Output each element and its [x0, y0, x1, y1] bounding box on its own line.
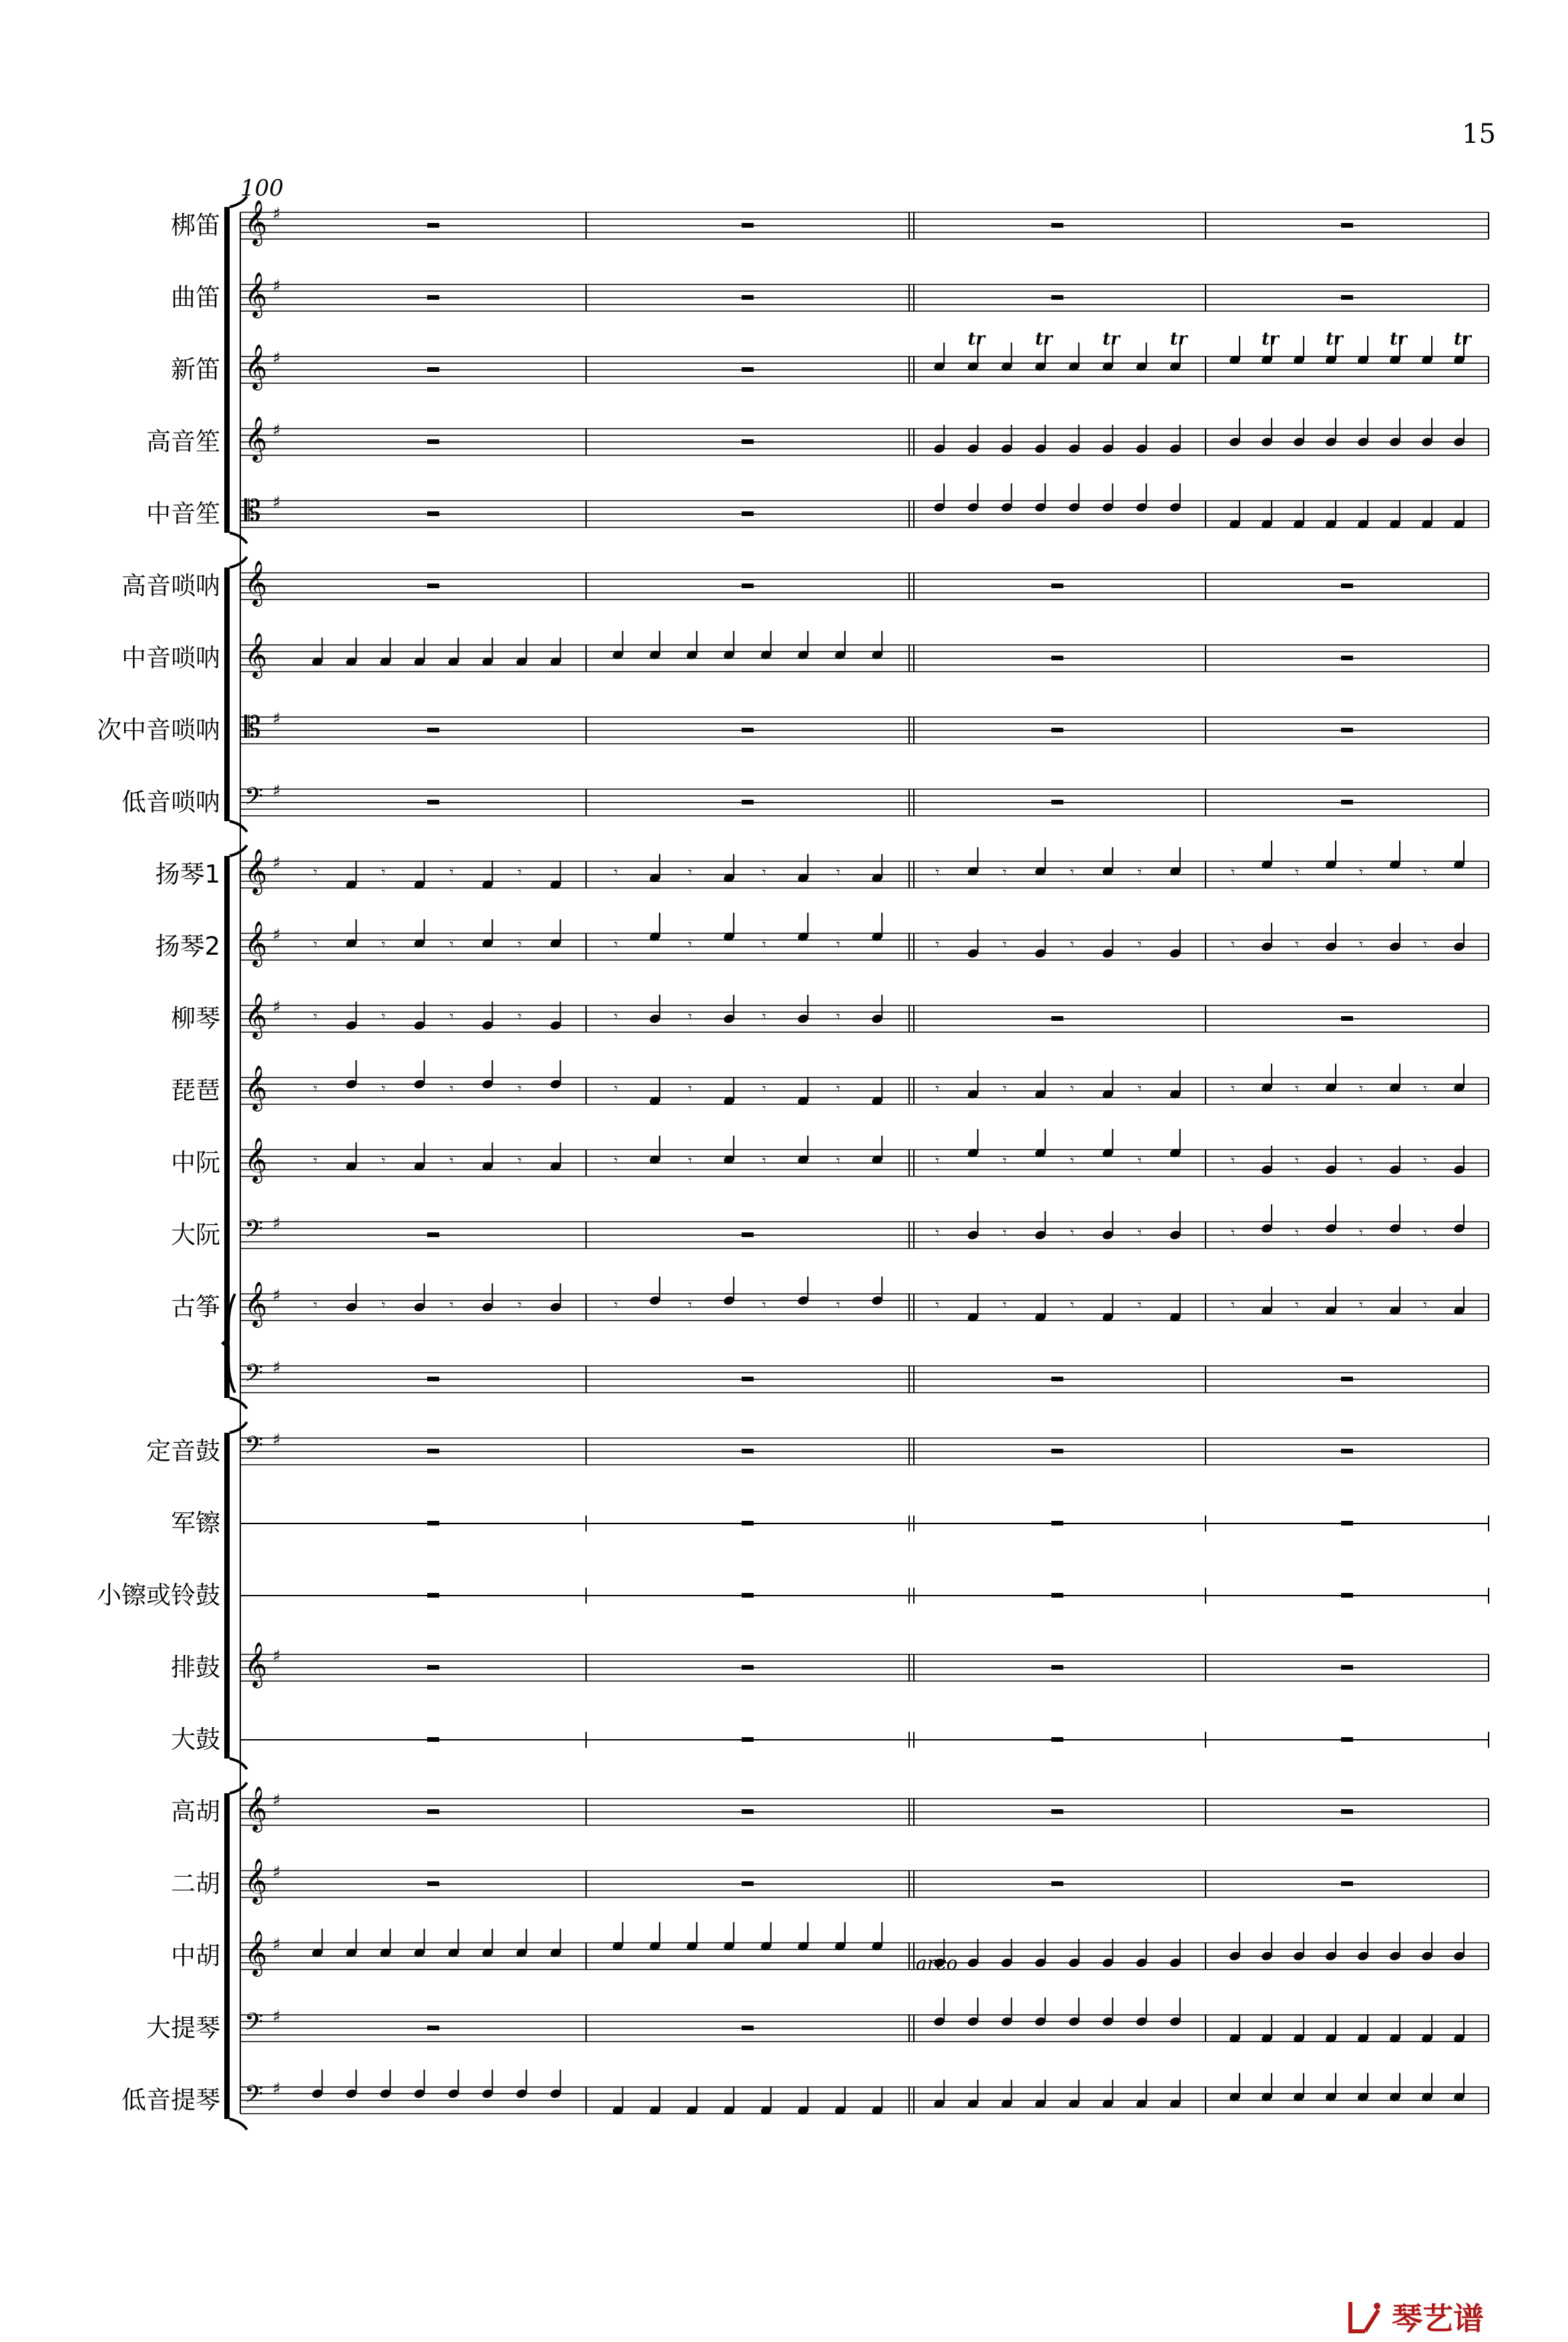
whole-rest: [1341, 1016, 1353, 1021]
instrument-label: 中阮: [171, 1148, 220, 1177]
clef-symbol: 𝄞: [244, 415, 268, 461]
whole-rest: [427, 1449, 439, 1453]
eighth-rest: 𝄾: [1295, 1153, 1299, 1170]
key-sharp: ♯: [272, 1430, 281, 1450]
system-bracket: [224, 207, 230, 533]
eighth-rest: 𝄾: [1295, 1225, 1299, 1242]
eighth-rest: 𝄾: [313, 865, 318, 881]
whole-rest: [742, 728, 754, 732]
whole-rest: [1051, 295, 1063, 300]
eighth-rest: 𝄾: [935, 1153, 940, 1170]
key-sharp: ♯: [272, 1358, 281, 1378]
whole-rest: [742, 1449, 754, 1453]
clef-symbol: 𝄞: [244, 1641, 268, 1686]
key-sharp: ♯: [272, 348, 281, 369]
instrument-label: 新笛: [171, 355, 220, 384]
eighth-rest: 𝄾: [381, 1081, 386, 1098]
eighth-rest: 𝄾: [517, 1297, 522, 1314]
eighth-rest: 𝄾: [1137, 1297, 1142, 1314]
whole-rest: [742, 367, 754, 372]
eighth-rest: 𝄾: [1423, 865, 1427, 881]
whole-rest: [1051, 1377, 1063, 1381]
whole-rest: [1051, 1881, 1063, 1886]
eighth-rest: 𝄾: [1137, 937, 1142, 953]
eighth-rest: 𝄾: [1003, 937, 1007, 953]
whole-rest: [427, 1665, 439, 1670]
whole-rest: [742, 583, 754, 588]
whole-rest: [1051, 1449, 1063, 1453]
whole-rest: [742, 1377, 754, 1381]
trill-mark: tr: [1390, 329, 1407, 349]
key-sharp: ♯: [272, 781, 281, 801]
clef-symbol: 𝄞: [244, 632, 268, 677]
instrument-label: 古筝: [171, 1293, 220, 1321]
eighth-rest: 𝄾: [449, 1081, 454, 1098]
eighth-rest: 𝄾: [1137, 865, 1142, 881]
clef-symbol: 𝄢: [244, 1359, 264, 1393]
eighth-rest: 𝄾: [613, 937, 618, 953]
whole-rest: [427, 1593, 439, 1598]
whole-rest: [427, 295, 439, 300]
whole-rest: [427, 223, 439, 228]
whole-rest: [427, 1809, 439, 1814]
clef-symbol: 𝄞: [244, 1280, 268, 1326]
whole-rest: [742, 223, 754, 228]
eighth-rest: 𝄾: [762, 1081, 766, 1098]
whole-rest: [1051, 728, 1063, 732]
eighth-rest: 𝄾: [1423, 1297, 1427, 1314]
key-sharp: ♯: [272, 1935, 281, 1955]
whole-rest: [427, 367, 439, 372]
watermark-text: 琴艺谱: [1392, 2301, 1484, 2337]
clef-symbol: 𝄡: [244, 494, 261, 528]
whole-rest: [1341, 656, 1353, 660]
whole-rest: [1051, 1665, 1063, 1670]
eighth-rest: 𝄾: [1003, 1297, 1007, 1314]
eighth-rest: 𝄾: [836, 865, 840, 881]
system-bracket: [224, 1433, 230, 1759]
instrument-label: 扬琴1: [155, 860, 220, 889]
clef-symbol: 𝄞: [244, 559, 268, 605]
instrument-label: 排鼓: [171, 1653, 220, 1682]
eighth-rest: 𝄾: [313, 1297, 318, 1314]
eighth-rest: 𝄾: [1137, 1225, 1142, 1242]
clef-symbol: 𝄞: [244, 271, 268, 316]
instrument-label: 琵琶: [171, 1076, 220, 1105]
eighth-rest: 𝄾: [1003, 865, 1007, 881]
whole-rest: [1341, 1881, 1353, 1886]
whole-rest: [742, 439, 754, 444]
eighth-rest: 𝄾: [449, 1009, 454, 1025]
clef-symbol: 𝄢: [244, 1431, 264, 1465]
whole-rest: [742, 2026, 754, 2030]
eighth-rest: 𝄾: [688, 865, 692, 881]
trill-mark: tr: [1454, 329, 1471, 349]
key-sharp: ♯: [272, 709, 281, 729]
trill-mark: tr: [1326, 329, 1343, 349]
eighth-rest: 𝄾: [313, 1081, 318, 1098]
eighth-rest: 𝄾: [449, 937, 454, 953]
whole-rest: [1051, 800, 1063, 804]
clef-symbol: 𝄞: [244, 992, 268, 1037]
whole-rest: [742, 1737, 754, 1742]
eighth-rest: 𝄾: [1070, 865, 1075, 881]
instrument-label: 中音笙: [146, 499, 220, 528]
eighth-rest: 𝄾: [1003, 1081, 1007, 1098]
eighth-rest: 𝄾: [313, 1009, 318, 1025]
system-bracket: [224, 1793, 230, 2119]
bracket-hook: [230, 2119, 247, 2130]
eighth-rest: 𝄾: [1359, 1081, 1363, 1098]
watermark: [1345, 2297, 1484, 2337]
instrument-label: 军镲: [171, 1509, 220, 1538]
whole-rest: [427, 511, 439, 516]
whole-rest: [742, 800, 754, 804]
whole-rest: [1341, 1377, 1353, 1381]
eighth-rest: 𝄾: [381, 865, 386, 881]
whole-rest: [427, 1232, 439, 1237]
instrument-label: 大提琴: [146, 2014, 220, 2042]
clef-symbol: 𝄢: [244, 782, 264, 816]
whole-rest: [1051, 656, 1063, 660]
eighth-rest: 𝄾: [1070, 1297, 1075, 1314]
instrument-label: 曲笛: [171, 283, 220, 312]
eighth-rest: 𝄾: [1003, 1153, 1007, 1170]
key-sharp: ♯: [272, 1863, 281, 1883]
instrument-label: 高音唢呐: [121, 571, 220, 600]
instrument-label: 高胡: [171, 1797, 220, 1826]
clef-symbol: 𝄞: [244, 1136, 268, 1182]
key-sharp: ♯: [272, 997, 281, 1017]
whole-rest: [1341, 1665, 1353, 1670]
whole-rest: [1341, 800, 1353, 804]
whole-rest: [742, 1881, 754, 1886]
whole-rest: [1341, 728, 1353, 732]
eighth-rest: 𝄾: [1359, 1225, 1363, 1242]
clef-symbol: 𝄞: [244, 1929, 268, 1975]
clef-symbol: 𝄞: [244, 848, 268, 893]
key-sharp: ♯: [272, 1286, 281, 1306]
trill-mark: tr: [1102, 329, 1120, 349]
eighth-rest: 𝄾: [1423, 1153, 1427, 1170]
whole-rest: [1051, 1521, 1063, 1526]
instrument-label: 大阮: [171, 1220, 220, 1249]
trill-mark: tr: [967, 329, 985, 349]
key-sharp: ♯: [272, 1791, 281, 1811]
qinyipu-logo-icon: [1345, 2297, 1385, 2337]
clef-symbol: 𝄢: [244, 2008, 264, 2042]
clef-symbol: 𝄞: [244, 920, 268, 965]
eighth-rest: 𝄾: [935, 1081, 940, 1098]
key-sharp: ♯: [272, 1646, 281, 1666]
key-sharp: ♯: [272, 493, 281, 513]
eighth-rest: 𝄾: [935, 1225, 940, 1242]
whole-rest: [1051, 1016, 1063, 1021]
eighth-rest: 𝄾: [762, 1297, 766, 1314]
eighth-rest: 𝄾: [836, 1153, 840, 1170]
eighth-rest: 𝄾: [613, 865, 618, 881]
eighth-rest: 𝄾: [1231, 1297, 1235, 1314]
key-sharp: ♯: [272, 1214, 281, 1234]
whole-rest: [742, 1521, 754, 1526]
eighth-rest: 𝄾: [762, 1009, 766, 1025]
measure-number: 100: [240, 175, 284, 202]
eighth-rest: 𝄾: [613, 1297, 618, 1314]
clef-symbol: 𝄢: [244, 2080, 264, 2114]
whole-rest: [1341, 223, 1353, 228]
arco-marking: arco: [916, 1952, 958, 1974]
eighth-rest: 𝄾: [1003, 1225, 1007, 1242]
clef-symbol: 𝄞: [244, 1064, 268, 1110]
eighth-rest: 𝄾: [935, 865, 940, 881]
whole-rest: [1051, 223, 1063, 228]
eighth-rest: 𝄾: [1231, 1081, 1235, 1098]
whole-rest: [1341, 1593, 1353, 1598]
eighth-rest: 𝄾: [517, 1153, 522, 1170]
whole-rest: [427, 1881, 439, 1886]
clef-symbol: 𝄞: [244, 199, 268, 244]
eighth-rest: 𝄾: [1137, 1153, 1142, 1170]
eighth-rest: 𝄾: [613, 1081, 618, 1098]
eighth-rest: 𝄾: [517, 865, 522, 881]
system-bracket: [224, 567, 230, 821]
eighth-rest: 𝄾: [1231, 937, 1235, 953]
whole-rest: [427, 583, 439, 588]
trill-mark: tr: [1035, 329, 1053, 349]
eighth-rest: 𝄾: [1295, 1081, 1299, 1098]
eighth-rest: 𝄾: [1295, 865, 1299, 881]
eighth-rest: 𝄾: [1070, 937, 1075, 953]
bracket-hook: [230, 533, 247, 543]
key-sharp: ♯: [272, 925, 281, 945]
bracket-hook: [230, 1759, 247, 1769]
whole-rest: [427, 728, 439, 732]
instrument-label: 柳琴: [171, 1004, 220, 1033]
eighth-rest: 𝄾: [313, 937, 318, 953]
eighth-rest: 𝄾: [517, 1081, 522, 1098]
whole-rest: [1051, 583, 1063, 588]
eighth-rest: 𝄾: [836, 1297, 840, 1314]
whole-rest: [742, 1665, 754, 1670]
eighth-rest: 𝄾: [836, 1009, 840, 1025]
eighth-rest: 𝄾: [1070, 1081, 1075, 1098]
instrument-label: 梆笛: [171, 211, 220, 240]
eighth-rest: 𝄾: [836, 1081, 840, 1098]
eighth-rest: 𝄾: [517, 1009, 522, 1025]
eighth-rest: 𝄾: [688, 1009, 692, 1025]
eighth-rest: 𝄾: [1423, 1225, 1427, 1242]
eighth-rest: 𝄾: [935, 937, 940, 953]
instrument-label: 定音鼓: [146, 1437, 220, 1465]
instrument-label: 低音提琴: [121, 2086, 220, 2114]
clef-symbol: 𝄞: [244, 1785, 268, 1831]
whole-rest: [1341, 1809, 1353, 1814]
instrument-label: 中音唢呐: [121, 644, 220, 672]
eighth-rest: 𝄾: [762, 1153, 766, 1170]
eighth-rest: 𝄾: [449, 1153, 454, 1170]
eighth-rest: 𝄾: [613, 1009, 618, 1025]
whole-rest: [742, 1809, 754, 1814]
whole-rest: [742, 511, 754, 516]
whole-rest: [1341, 1521, 1353, 1526]
key-sharp: ♯: [272, 2079, 281, 2099]
eighth-rest: 𝄾: [688, 937, 692, 953]
trill-mark: tr: [1169, 329, 1188, 349]
key-sharp: ♯: [272, 2007, 281, 2027]
eighth-rest: 𝄾: [688, 1081, 692, 1098]
instrument-label: 高音笙: [146, 427, 220, 456]
eighth-rest: 𝄾: [1423, 937, 1427, 953]
whole-rest: [1341, 1449, 1353, 1453]
eighth-rest: 𝄾: [381, 1297, 386, 1314]
whole-rest: [1051, 1593, 1063, 1598]
key-sharp: ♯: [272, 204, 281, 224]
clef-symbol: 𝄞: [244, 343, 268, 389]
instrument-label: 中胡: [171, 1941, 220, 1970]
eighth-rest: 𝄾: [1137, 1081, 1142, 1098]
whole-rest: [1341, 1737, 1353, 1742]
instrument-label: 次中音唢呐: [97, 716, 220, 744]
instrument-label: 小镲或铃鼓: [97, 1581, 220, 1610]
clef-symbol: 𝄢: [244, 1215, 264, 1249]
eighth-rest: 𝄾: [1231, 865, 1235, 881]
eighth-rest: 𝄾: [1231, 1153, 1235, 1170]
eighth-rest: 𝄾: [381, 1153, 386, 1170]
clef-symbol: 𝄞: [244, 1857, 268, 1903]
clef-symbol: 𝄡: [244, 710, 261, 744]
whole-rest: [1051, 1809, 1063, 1814]
key-sharp: ♯: [272, 421, 281, 441]
whole-rest: [1341, 295, 1353, 300]
eighth-rest: 𝄾: [688, 1153, 692, 1170]
instrument-label: 二胡: [171, 1869, 220, 1898]
whole-rest: [427, 2026, 439, 2030]
whole-rest: [427, 439, 439, 444]
whole-rest: [427, 1521, 439, 1526]
bracket-hook: [230, 1398, 247, 1409]
eighth-rest: 𝄾: [1359, 1297, 1363, 1314]
whole-rest: [1051, 1737, 1063, 1742]
eighth-rest: 𝄾: [1359, 937, 1363, 953]
bracket-hook: [230, 821, 247, 832]
eighth-rest: 𝄾: [517, 937, 522, 953]
eighth-rest: 𝄾: [613, 1153, 618, 1170]
eighth-rest: 𝄾: [762, 937, 766, 953]
eighth-rest: 𝄾: [935, 1297, 940, 1314]
whole-rest: [427, 1377, 439, 1381]
eighth-rest: 𝄾: [1359, 1153, 1363, 1170]
whole-rest: [427, 800, 439, 804]
eighth-rest: 𝄾: [449, 865, 454, 881]
eighth-rest: 𝄾: [449, 1297, 454, 1314]
key-sharp: ♯: [272, 276, 281, 296]
whole-rest: [427, 1737, 439, 1742]
instrument-label: 大鼓: [171, 1725, 220, 1754]
eighth-rest: 𝄾: [1070, 1153, 1075, 1170]
eighth-rest: 𝄾: [1359, 865, 1363, 881]
whole-rest: [742, 295, 754, 300]
whole-rest: [1341, 583, 1353, 588]
eighth-rest: 𝄾: [762, 865, 766, 881]
eighth-rest: 𝄾: [313, 1153, 318, 1170]
trill-mark: tr: [1262, 329, 1279, 349]
eighth-rest: 𝄾: [688, 1297, 692, 1314]
eighth-rest: 𝄾: [1295, 937, 1299, 953]
eighth-rest: 𝄾: [381, 937, 386, 953]
eighth-rest: 𝄾: [1070, 1225, 1075, 1242]
eighth-rest: 𝄾: [381, 1009, 386, 1025]
eighth-rest: 𝄾: [1231, 1225, 1235, 1242]
eighth-rest: 𝄾: [836, 937, 840, 953]
eighth-rest: 𝄾: [1423, 1081, 1427, 1098]
whole-rest: [742, 1232, 754, 1237]
instrument-label: 扬琴2: [155, 932, 220, 961]
whole-rest: [742, 1593, 754, 1598]
page-number: 15: [1462, 119, 1496, 150]
instrument-label: 低音唢呐: [121, 788, 220, 816]
eighth-rest: 𝄾: [1295, 1297, 1299, 1314]
key-sharp: ♯: [272, 853, 281, 873]
